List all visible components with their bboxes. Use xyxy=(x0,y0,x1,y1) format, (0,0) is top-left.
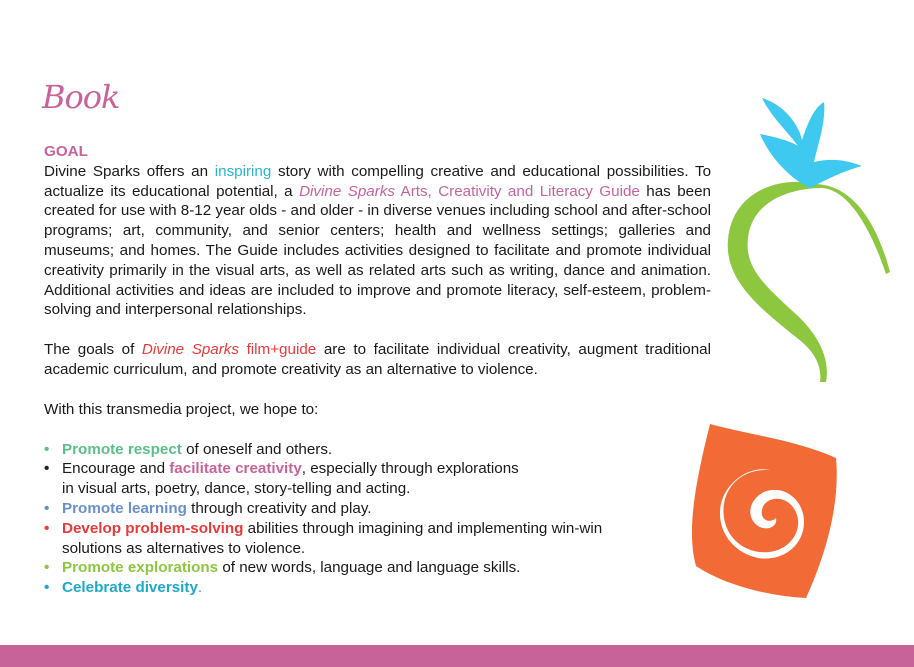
bullet-marker: • xyxy=(44,559,50,577)
bullet-key: Promote respect xyxy=(62,440,182,458)
bullet-key: Promote learning xyxy=(62,499,187,517)
page-title: Book xyxy=(42,78,120,116)
list-item xyxy=(44,440,711,460)
bullet-text: through creativity and play. xyxy=(186,499,372,517)
text-run: are to facilitate individual creativity, augment traditional academic curriculum, and promote creativity as an alternative to violence. xyxy=(44,341,711,378)
footer-bar xyxy=(0,645,914,667)
title-divine-sparks-2: Divine Sparks xyxy=(141,341,239,359)
guide-title: Arts, Creativity and Literacy Guide xyxy=(394,182,640,200)
bullet-marker: • xyxy=(44,519,50,537)
goal-paragraph-3: With this transmedia project, we hope to: xyxy=(44,400,319,418)
flower-stem xyxy=(728,182,890,382)
list-item xyxy=(44,578,711,598)
spiral-shape xyxy=(692,424,837,598)
bullet-text: of oneself and others. xyxy=(181,440,333,458)
text-run: story with compelling creative and educational possibilities. To actualize its educational potential, a xyxy=(44,162,712,200)
bullet-key: Develop problem-solving xyxy=(62,519,244,537)
bullet-marker: • xyxy=(44,460,50,478)
flower-petals xyxy=(760,98,862,188)
text-run: The goals of xyxy=(44,341,142,359)
bullet-text: . xyxy=(197,579,203,597)
goal-heading: GOAL xyxy=(44,143,88,160)
bullet-text: , especially through explorations xyxy=(301,460,519,478)
bullet-key: facilitate creativity xyxy=(169,460,302,478)
bullet-text: of new words, language and language skills. xyxy=(218,559,521,577)
bullet-text: Encourage and xyxy=(62,460,170,478)
list-item xyxy=(44,499,711,519)
bullet-marker: • xyxy=(44,579,50,597)
goal-paragraph-1 xyxy=(44,162,711,320)
text-run: Divine Sparks offers an xyxy=(44,162,215,180)
goals-list xyxy=(44,440,711,598)
spiral-illustration xyxy=(686,420,846,604)
bullet-text: abilities through imagining and implementing win-win xyxy=(243,519,603,537)
goal-paragraph-2 xyxy=(44,340,711,380)
bullet-marker: • xyxy=(44,440,50,458)
goal-section xyxy=(44,142,711,598)
list-item xyxy=(44,519,711,559)
text-run: has been created for use with 8-12 year olds - and older - in diverse venues including school and after-school programs; art, community, and senior centers; health and wellness settings; galleries and museums; and homes. The Guide includes activities designed to facilitate and promote individual creativity primarily in the visual arts, as well as related arts such as writing, dance and animation. Additional activities and ideas are included to improve and promote literacy, self-esteem, problem-solving and interpersonal relationships. xyxy=(44,182,711,319)
highlight-inspiring: inspiring xyxy=(214,162,272,180)
title-divine-sparks: Divine Sparks xyxy=(299,182,395,200)
flower-illustration xyxy=(722,92,892,384)
bullet-marker: • xyxy=(44,499,50,517)
bullet-text: in visual arts, poetry, dance, story-telling and acting. xyxy=(62,480,411,498)
film-guide: film+guide xyxy=(238,341,317,359)
bullet-key: Promote explorations xyxy=(62,559,219,577)
list-item xyxy=(44,558,711,578)
bullet-key: Celebrate diversity xyxy=(62,579,198,597)
bullet-text: solutions as alternatives to violence. xyxy=(62,539,306,557)
list-item xyxy=(44,459,711,499)
